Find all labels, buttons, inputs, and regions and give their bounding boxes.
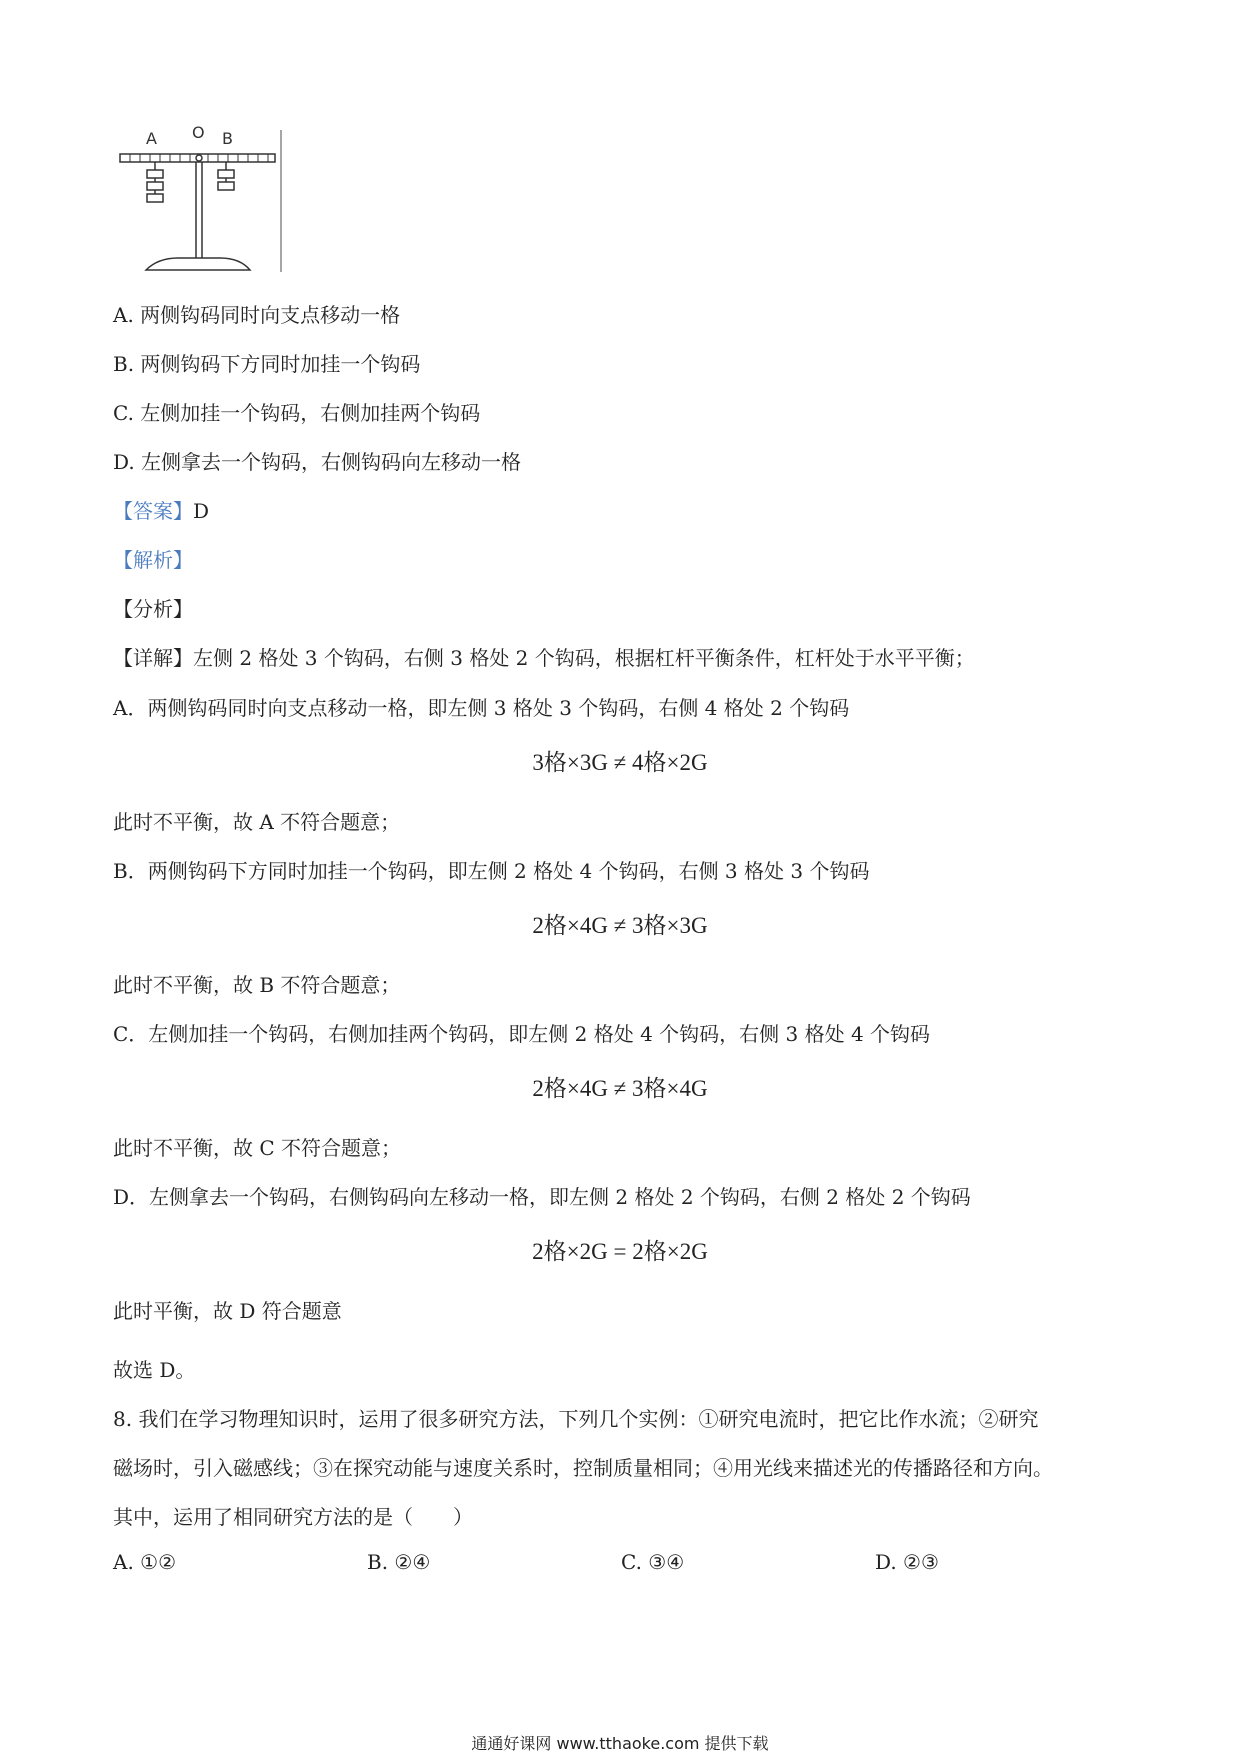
step-c-formula: 2格×4G ≠ 3格×4G	[532, 1076, 708, 1101]
jiexi-tag: 【解析】	[113, 548, 193, 572]
right-weights	[218, 162, 234, 190]
step-b-conclusion: 此时不平衡，故 B 不符合题意；	[113, 973, 401, 997]
detail-tag: 【详解】	[113, 646, 193, 670]
detail-text: 左侧 2 格处 3 个钩码，右侧 3 格处 2 个钩码，根据杠杆平衡条件，杠杆处于水平平衡；	[193, 646, 975, 670]
step-c-conclusion: 此时不平衡，故 C 不符合题意；	[113, 1136, 402, 1160]
q8-option-a: A. ①②	[113, 1550, 177, 1574]
answer-value: D	[193, 499, 210, 523]
q7-option-a: A. 两侧钩码同时向支点移动一格	[113, 303, 401, 327]
step-b-formula: 2格×4G ≠ 3格×3G	[532, 913, 708, 938]
q8-option-b: B. ②④	[367, 1550, 431, 1574]
lever-figure	[118, 122, 298, 272]
q8-line-2: 磁场时，引入磁感线；③在探究动能与速度关系时，控制质量相同；④用光线来描述光的传播路径和方向。	[113, 1456, 1053, 1480]
detail-line	[113, 644, 975, 672]
pivot-point	[196, 155, 202, 161]
stand-base	[146, 258, 250, 270]
step-d-conclusion: 此时平衡，故 D 符合题意	[113, 1299, 342, 1323]
fenxi-tag: 【分析】	[113, 597, 193, 621]
step-d-desc: D．左侧拿去一个钩码，右侧钩码向左移动一格，即左侧 2 格处 2 个钩码，右侧 2 格处 2 个钩码	[113, 1185, 971, 1209]
label-b: B	[222, 129, 233, 148]
answer-line	[113, 497, 209, 525]
step-a-desc: A．两侧钩码同时向支点移动一格，即左侧 3 格处 3 个钩码，右侧 4 格处 2 个钩码	[113, 696, 850, 720]
q7-option-d: D. 左侧拿去一个钩码，右侧钩码向左移动一格	[113, 450, 522, 474]
page-footer: 通通好课网 www.tthaoke.com 提供下载	[471, 1734, 769, 1753]
q7-option-b: B. 两侧钩码下方同时加挂一个钩码	[113, 352, 421, 376]
q8-option-d: D. ②③	[875, 1550, 939, 1574]
step-d-formula: 2格×2G = 2格×2G	[532, 1239, 708, 1264]
q7-option-c: C. 左侧加挂一个钩码，右侧加挂两个钩码	[113, 401, 481, 425]
q8-line-1: 8. 我们在学习物理知识时，运用了很多研究方法，下列几个实例：①研究电流时，把它比作水流；②研究	[113, 1407, 1039, 1431]
q8-options	[113, 1550, 1113, 1580]
step-b-desc: B．两侧钩码下方同时加挂一个钩码，即左侧 2 格处 4 个钩码，右侧 3 格处 3 个钩码	[113, 859, 870, 883]
choose-line: 故选 D。	[113, 1358, 196, 1382]
left-weights	[147, 162, 163, 202]
label-o: O	[192, 123, 205, 142]
step-a-formula: 3格×3G ≠ 4格×2G	[532, 750, 708, 775]
answer-tag: 【答案】	[113, 499, 193, 523]
step-a-conclusion: 此时不平衡，故 A 不符合题意；	[113, 810, 401, 834]
q8-option-c: C. ③④	[621, 1550, 685, 1574]
step-c-desc: C．左侧加挂一个钩码，右侧加挂两个钩码，即左侧 2 格处 4 个钩码，右侧 3 格处 4 个钩码	[113, 1022, 931, 1046]
q8-line-3: 其中，运用了相同研究方法的是（ ）	[113, 1505, 473, 1529]
label-a: A	[146, 129, 157, 148]
